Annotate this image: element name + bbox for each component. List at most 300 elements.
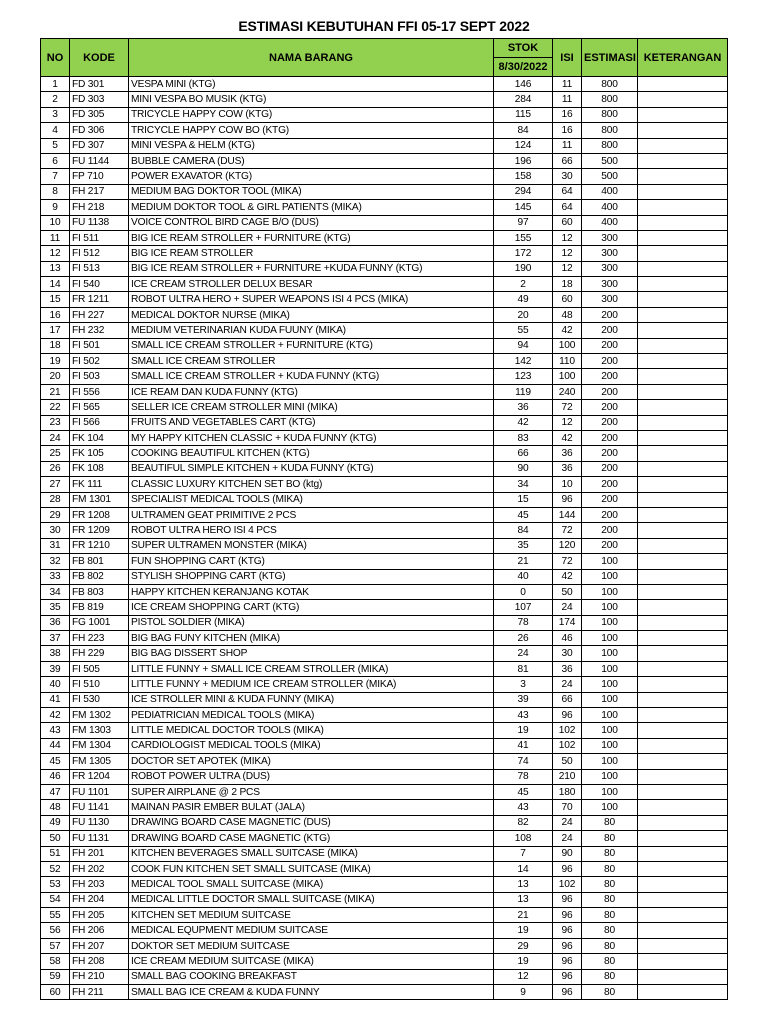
cell-keterangan xyxy=(638,723,728,738)
cell-isi: 60 xyxy=(553,292,582,307)
cell-kode: FH 208 xyxy=(70,954,129,969)
cell-no: 37 xyxy=(41,631,70,646)
cell-keterangan xyxy=(638,215,728,230)
cell-keterangan xyxy=(638,477,728,492)
cell-no: 45 xyxy=(41,754,70,769)
cell-nama-barang: PISTOL SOLDIER (MIKA) xyxy=(129,615,494,630)
cell-stok: 155 xyxy=(494,230,553,245)
cell-isi: 12 xyxy=(553,261,582,276)
cell-nama-barang: SUPER AIRPLANE @ 2 PCS xyxy=(129,784,494,799)
cell-no: 24 xyxy=(41,430,70,445)
cell-stok: 35 xyxy=(494,538,553,553)
cell-estimasi: 200 xyxy=(582,384,638,399)
cell-no: 48 xyxy=(41,800,70,815)
col-header-keterangan: KETERANGAN xyxy=(638,39,728,77)
cell-stok: 2 xyxy=(494,277,553,292)
table-row xyxy=(41,923,728,938)
cell-keterangan xyxy=(638,323,728,338)
cell-no: 16 xyxy=(41,307,70,322)
cell-stok: 145 xyxy=(494,200,553,215)
cell-kode: FK 105 xyxy=(70,446,129,461)
cell-isi: 96 xyxy=(553,969,582,984)
table-row xyxy=(41,184,728,199)
cell-kode: FR 1210 xyxy=(70,538,129,553)
table-row xyxy=(41,77,728,92)
cell-kode: FU 1144 xyxy=(70,153,129,168)
table-row xyxy=(41,615,728,630)
cell-keterangan xyxy=(638,954,728,969)
cell-kode: FD 307 xyxy=(70,138,129,153)
cell-no: 17 xyxy=(41,323,70,338)
cell-no: 2 xyxy=(41,92,70,107)
table-row xyxy=(41,969,728,984)
cell-no: 28 xyxy=(41,492,70,507)
cell-estimasi: 200 xyxy=(582,323,638,338)
cell-isi: 96 xyxy=(553,985,582,1000)
cell-isi: 16 xyxy=(553,107,582,122)
cell-no: 35 xyxy=(41,600,70,615)
cell-isi: 72 xyxy=(553,400,582,415)
cell-isi: 24 xyxy=(553,677,582,692)
cell-no: 26 xyxy=(41,461,70,476)
cell-isi: 11 xyxy=(553,138,582,153)
cell-kode: FD 301 xyxy=(70,77,129,92)
cell-no: 5 xyxy=(41,138,70,153)
cell-isi: 96 xyxy=(553,923,582,938)
cell-nama-barang: MINI VESPA & HELM (KTG) xyxy=(129,138,494,153)
table-row xyxy=(41,569,728,584)
cell-kode: FD 303 xyxy=(70,92,129,107)
cell-keterangan xyxy=(638,831,728,846)
cell-kode: FM 1303 xyxy=(70,723,129,738)
table-row xyxy=(41,492,728,507)
cell-nama-barang: LITTLE MEDICAL DOCTOR TOOLS (MIKA) xyxy=(129,723,494,738)
cell-kode: FM 1304 xyxy=(70,738,129,753)
cell-kode: FD 305 xyxy=(70,107,129,122)
cell-stok: 13 xyxy=(494,877,553,892)
cell-estimasi: 300 xyxy=(582,292,638,307)
cell-stok: 14 xyxy=(494,861,553,876)
cell-keterangan xyxy=(638,985,728,1000)
cell-estimasi: 400 xyxy=(582,215,638,230)
cell-kode: FR 1209 xyxy=(70,523,129,538)
cell-isi: 96 xyxy=(553,954,582,969)
cell-keterangan xyxy=(638,461,728,476)
cell-isi: 42 xyxy=(553,569,582,584)
cell-isi: 96 xyxy=(553,892,582,907)
cell-stok: 12 xyxy=(494,969,553,984)
cell-isi: 42 xyxy=(553,323,582,338)
table-row xyxy=(41,230,728,245)
cell-nama-barang: BIG ICE REAM STROLLER + FURNITURE +KUDA FUNNY (KTG) xyxy=(129,261,494,276)
cell-no: 40 xyxy=(41,677,70,692)
cell-keterangan xyxy=(638,692,728,707)
cell-nama-barang: ROBOT POWER ULTRA (DUS) xyxy=(129,769,494,784)
cell-keterangan xyxy=(638,400,728,415)
cell-estimasi: 200 xyxy=(582,369,638,384)
table-row xyxy=(41,415,728,430)
cell-nama-barang: FRUITS AND VEGETABLES CART (KTG) xyxy=(129,415,494,430)
cell-keterangan xyxy=(638,754,728,769)
cell-stok: 294 xyxy=(494,184,553,199)
cell-nama-barang: CARDIOLOGIST MEDICAL TOOLS (MIKA) xyxy=(129,738,494,753)
estimasi-table xyxy=(40,38,728,1000)
cell-no: 14 xyxy=(41,277,70,292)
cell-stok: 36 xyxy=(494,400,553,415)
table-row xyxy=(41,985,728,1000)
cell-isi: 24 xyxy=(553,831,582,846)
cell-keterangan xyxy=(638,538,728,553)
cell-isi: 100 xyxy=(553,338,582,353)
cell-estimasi: 100 xyxy=(582,723,638,738)
cell-stok: 123 xyxy=(494,369,553,384)
cell-isi: 36 xyxy=(553,446,582,461)
cell-estimasi: 80 xyxy=(582,985,638,1000)
cell-keterangan xyxy=(638,708,728,723)
cell-keterangan xyxy=(638,769,728,784)
cell-kode: FI 512 xyxy=(70,246,129,261)
table-row xyxy=(41,461,728,476)
cell-nama-barang: MEDIUM BAG DOKTOR TOOL (MIKA) xyxy=(129,184,494,199)
cell-stok: 107 xyxy=(494,600,553,615)
cell-stok: 146 xyxy=(494,77,553,92)
cell-keterangan xyxy=(638,430,728,445)
cell-kode: FH 223 xyxy=(70,631,129,646)
table-row xyxy=(41,261,728,276)
cell-keterangan xyxy=(638,369,728,384)
cell-kode: FH 218 xyxy=(70,200,129,215)
cell-isi: 240 xyxy=(553,384,582,399)
cell-nama-barang: BUBBLE CAMERA (DUS) xyxy=(129,153,494,168)
table-row xyxy=(41,908,728,923)
cell-no: 41 xyxy=(41,692,70,707)
cell-stok: 172 xyxy=(494,246,553,261)
cell-estimasi: 80 xyxy=(582,908,638,923)
cell-estimasi: 800 xyxy=(582,138,638,153)
cell-no: 6 xyxy=(41,153,70,168)
cell-kode: FU 1131 xyxy=(70,831,129,846)
cell-estimasi: 80 xyxy=(582,815,638,830)
cell-keterangan xyxy=(638,800,728,815)
cell-estimasi: 400 xyxy=(582,184,638,199)
cell-isi: 36 xyxy=(553,461,582,476)
cell-keterangan xyxy=(638,738,728,753)
table-row xyxy=(41,384,728,399)
cell-keterangan xyxy=(638,784,728,799)
cell-keterangan xyxy=(638,507,728,522)
table-row xyxy=(41,477,728,492)
cell-kode: FI 513 xyxy=(70,261,129,276)
table-row xyxy=(41,430,728,445)
cell-keterangan xyxy=(638,892,728,907)
cell-kode: FH 202 xyxy=(70,861,129,876)
cell-keterangan xyxy=(638,138,728,153)
table-row xyxy=(41,369,728,384)
cell-nama-barang: VOICE CONTROL BIRD CAGE B/O (DUS) xyxy=(129,215,494,230)
cell-stok: 15 xyxy=(494,492,553,507)
cell-estimasi: 500 xyxy=(582,153,638,168)
table-row xyxy=(41,123,728,138)
cell-keterangan xyxy=(638,261,728,276)
cell-stok: 66 xyxy=(494,446,553,461)
cell-keterangan xyxy=(638,677,728,692)
cell-estimasi: 200 xyxy=(582,338,638,353)
cell-nama-barang: ROBOT ULTRA HERO ISI 4 PCS xyxy=(129,523,494,538)
table-row xyxy=(41,646,728,661)
cell-stok: 196 xyxy=(494,153,553,168)
cell-nama-barang: SMALL ICE CREAM STROLLER + FURNITURE (KTG) xyxy=(129,338,494,353)
cell-isi: 12 xyxy=(553,230,582,245)
table-row xyxy=(41,277,728,292)
cell-no: 58 xyxy=(41,954,70,969)
cell-stok: 49 xyxy=(494,292,553,307)
table-row xyxy=(41,107,728,122)
cell-stok: 45 xyxy=(494,784,553,799)
cell-nama-barang: MEDIUM VETERINARIAN KUDA FUUNY (MIKA) xyxy=(129,323,494,338)
cell-isi: 72 xyxy=(553,523,582,538)
cell-stok: 29 xyxy=(494,938,553,953)
cell-estimasi: 80 xyxy=(582,892,638,907)
cell-nama-barang: BIG ICE REAM STROLLER xyxy=(129,246,494,261)
cell-keterangan xyxy=(638,615,728,630)
cell-nama-barang: VESPA MINI (KTG) xyxy=(129,77,494,92)
cell-estimasi: 200 xyxy=(582,446,638,461)
cell-no: 12 xyxy=(41,246,70,261)
cell-stok: 42 xyxy=(494,415,553,430)
cell-keterangan xyxy=(638,446,728,461)
cell-isi: 10 xyxy=(553,477,582,492)
cell-nama-barang: STYLISH SHOPPING CART (KTG) xyxy=(129,569,494,584)
cell-isi: 102 xyxy=(553,738,582,753)
cell-keterangan xyxy=(638,169,728,184)
cell-kode: FH 232 xyxy=(70,323,129,338)
cell-estimasi: 100 xyxy=(582,754,638,769)
cell-isi: 100 xyxy=(553,369,582,384)
cell-nama-barang: MEDICAL TOOL SMALL SUITCASE (MIKA) xyxy=(129,877,494,892)
col-header-kode: KODE xyxy=(70,39,129,77)
cell-estimasi: 200 xyxy=(582,538,638,553)
cell-no: 15 xyxy=(41,292,70,307)
cell-no: 38 xyxy=(41,646,70,661)
cell-nama-barang: ICE CREAM STROLLER DELUX BESAR xyxy=(129,277,494,292)
cell-nama-barang: SMALL BAG COOKING BREAKFAST xyxy=(129,969,494,984)
cell-kode: FH 207 xyxy=(70,938,129,953)
cell-no: 7 xyxy=(41,169,70,184)
table-row xyxy=(41,554,728,569)
cell-kode: FK 108 xyxy=(70,461,129,476)
cell-nama-barang: SMALL ICE CREAM STROLLER xyxy=(129,354,494,369)
table-row xyxy=(41,954,728,969)
cell-estimasi: 100 xyxy=(582,646,638,661)
cell-keterangan xyxy=(638,554,728,569)
cell-kode: FU 1138 xyxy=(70,215,129,230)
table-row xyxy=(41,246,728,261)
cell-stok: 24 xyxy=(494,646,553,661)
cell-estimasi: 100 xyxy=(582,554,638,569)
cell-keterangan xyxy=(638,292,728,307)
cell-isi: 70 xyxy=(553,800,582,815)
cell-no: 9 xyxy=(41,200,70,215)
cell-nama-barang: MEDICAL LITTLE DOCTOR SMALL SUITCASE (MIKA) xyxy=(129,892,494,907)
table-header xyxy=(41,39,728,77)
cell-stok: 20 xyxy=(494,307,553,322)
cell-no: 13 xyxy=(41,261,70,276)
cell-no: 36 xyxy=(41,615,70,630)
cell-estimasi: 100 xyxy=(582,584,638,599)
cell-no: 51 xyxy=(41,846,70,861)
cell-keterangan xyxy=(638,384,728,399)
cell-stok: 40 xyxy=(494,569,553,584)
cell-nama-barang: MEDICAL DOKTOR NURSE (MIKA) xyxy=(129,307,494,322)
cell-nama-barang: DRAWING BOARD CASE MAGNETIC (KTG) xyxy=(129,831,494,846)
table-row xyxy=(41,507,728,522)
cell-keterangan xyxy=(638,92,728,107)
cell-isi: 120 xyxy=(553,538,582,553)
col-header-isi: ISI xyxy=(553,39,582,77)
cell-isi: 144 xyxy=(553,507,582,522)
cell-kode: FH 206 xyxy=(70,923,129,938)
cell-kode: FH 211 xyxy=(70,985,129,1000)
cell-stok: 39 xyxy=(494,692,553,707)
table-row xyxy=(41,138,728,153)
cell-estimasi: 300 xyxy=(582,277,638,292)
cell-no: 8 xyxy=(41,184,70,199)
cell-nama-barang: BIG ICE REAM STROLLER + FURNITURE (KTG) xyxy=(129,230,494,245)
cell-no: 44 xyxy=(41,738,70,753)
cell-no: 43 xyxy=(41,723,70,738)
cell-nama-barang: ICE CREAM MEDIUM SUITCASE (MIKA) xyxy=(129,954,494,969)
cell-keterangan xyxy=(638,923,728,938)
table-row xyxy=(41,200,728,215)
cell-nama-barang: SPECIALIST MEDICAL TOOLS (MIKA) xyxy=(129,492,494,507)
cell-nama-barang: MINI VESPA BO MUSIK (KTG) xyxy=(129,92,494,107)
cell-nama-barang: SUPER ULTRAMEN MONSTER (MIKA) xyxy=(129,538,494,553)
cell-isi: 11 xyxy=(553,92,582,107)
cell-isi: 36 xyxy=(553,661,582,676)
cell-isi: 12 xyxy=(553,246,582,261)
cell-isi: 102 xyxy=(553,723,582,738)
cell-stok: 21 xyxy=(494,908,553,923)
table-row xyxy=(41,323,728,338)
table-body xyxy=(41,77,728,1000)
table-row xyxy=(41,338,728,353)
table-row xyxy=(41,938,728,953)
cell-stok: 41 xyxy=(494,738,553,753)
cell-keterangan xyxy=(638,492,728,507)
cell-keterangan xyxy=(638,938,728,953)
sheet-title: ESTIMASI KEBUTUHAN FFI 05-17 SEPT 2022 xyxy=(238,18,530,34)
cell-estimasi: 200 xyxy=(582,354,638,369)
cell-keterangan xyxy=(638,523,728,538)
cell-isi: 96 xyxy=(553,861,582,876)
cell-no: 21 xyxy=(41,384,70,399)
cell-stok: 43 xyxy=(494,708,553,723)
cell-kode: FH 217 xyxy=(70,184,129,199)
cell-stok: 45 xyxy=(494,507,553,522)
cell-estimasi: 300 xyxy=(582,246,638,261)
table-row xyxy=(41,153,728,168)
cell-nama-barang: MAINAN PASIR EMBER BULAT (JALA) xyxy=(129,800,494,815)
cell-estimasi: 100 xyxy=(582,800,638,815)
cell-no: 22 xyxy=(41,400,70,415)
cell-no: 10 xyxy=(41,215,70,230)
cell-estimasi: 800 xyxy=(582,123,638,138)
cell-keterangan xyxy=(638,230,728,245)
cell-no: 3 xyxy=(41,107,70,122)
cell-keterangan xyxy=(638,153,728,168)
cell-isi: 72 xyxy=(553,554,582,569)
cell-keterangan xyxy=(638,877,728,892)
cell-kode: FU 1141 xyxy=(70,800,129,815)
cell-isi: 46 xyxy=(553,631,582,646)
cell-nama-barang: POWER EXAVATOR (KTG) xyxy=(129,169,494,184)
cell-isi: 50 xyxy=(553,584,582,599)
cell-estimasi: 100 xyxy=(582,769,638,784)
cell-stok: 190 xyxy=(494,261,553,276)
cell-no: 18 xyxy=(41,338,70,353)
cell-estimasi: 200 xyxy=(582,492,638,507)
table-row xyxy=(41,169,728,184)
cell-isi: 30 xyxy=(553,169,582,184)
cell-kode: FK 111 xyxy=(70,477,129,492)
cell-stok: 78 xyxy=(494,615,553,630)
table-row xyxy=(41,92,728,107)
cell-nama-barang: SELLER ICE CREAM STROLLER MINI (MIKA) xyxy=(129,400,494,415)
table-row xyxy=(41,677,728,692)
cell-kode: FB 802 xyxy=(70,569,129,584)
cell-keterangan xyxy=(638,584,728,599)
cell-nama-barang: MY HAPPY KITCHEN CLASSIC + KUDA FUNNY (KTG) xyxy=(129,430,494,445)
cell-no: 60 xyxy=(41,985,70,1000)
cell-keterangan xyxy=(638,200,728,215)
cell-keterangan xyxy=(638,338,728,353)
cell-no: 56 xyxy=(41,923,70,938)
cell-no: 46 xyxy=(41,769,70,784)
cell-nama-barang: DOKTOR SET MEDIUM SUITCASE xyxy=(129,938,494,953)
cell-nama-barang: MEDICAL EQUPMENT MEDIUM SUITCASE xyxy=(129,923,494,938)
cell-stok: 84 xyxy=(494,523,553,538)
cell-estimasi: 200 xyxy=(582,461,638,476)
cell-nama-barang: TRICYCLE HAPPY COW BO (KTG) xyxy=(129,123,494,138)
cell-stok: 9 xyxy=(494,985,553,1000)
cell-no: 34 xyxy=(41,584,70,599)
cell-estimasi: 100 xyxy=(582,600,638,615)
cell-keterangan xyxy=(638,307,728,322)
cell-stok: 97 xyxy=(494,215,553,230)
cell-nama-barang: FUN SHOPPING CART (KTG) xyxy=(129,554,494,569)
cell-isi: 110 xyxy=(553,354,582,369)
table-row xyxy=(41,784,728,799)
cell-kode: FM 1301 xyxy=(70,492,129,507)
cell-isi: 174 xyxy=(553,615,582,630)
cell-no: 50 xyxy=(41,831,70,846)
cell-nama-barang: TRICYCLE HAPPY COW (KTG) xyxy=(129,107,494,122)
col-header-stok: STOK xyxy=(494,39,553,58)
cell-nama-barang: KITCHEN BEVERAGES SMALL SUITCASE (MIKA) xyxy=(129,846,494,861)
cell-estimasi: 200 xyxy=(582,523,638,538)
cell-no: 32 xyxy=(41,554,70,569)
cell-no: 27 xyxy=(41,477,70,492)
table-row xyxy=(41,831,728,846)
cell-stok: 158 xyxy=(494,169,553,184)
cell-estimasi: 300 xyxy=(582,261,638,276)
cell-nama-barang: LITTLE FUNNY + SMALL ICE CREAM STROLLER (MIKA) xyxy=(129,661,494,676)
cell-kode: FM 1305 xyxy=(70,754,129,769)
cell-stok: 119 xyxy=(494,384,553,399)
cell-stok: 3 xyxy=(494,677,553,692)
cell-nama-barang: MEDIUM DOKTOR TOOL & GIRL PATIENTS (MIKA) xyxy=(129,200,494,215)
cell-isi: 48 xyxy=(553,307,582,322)
